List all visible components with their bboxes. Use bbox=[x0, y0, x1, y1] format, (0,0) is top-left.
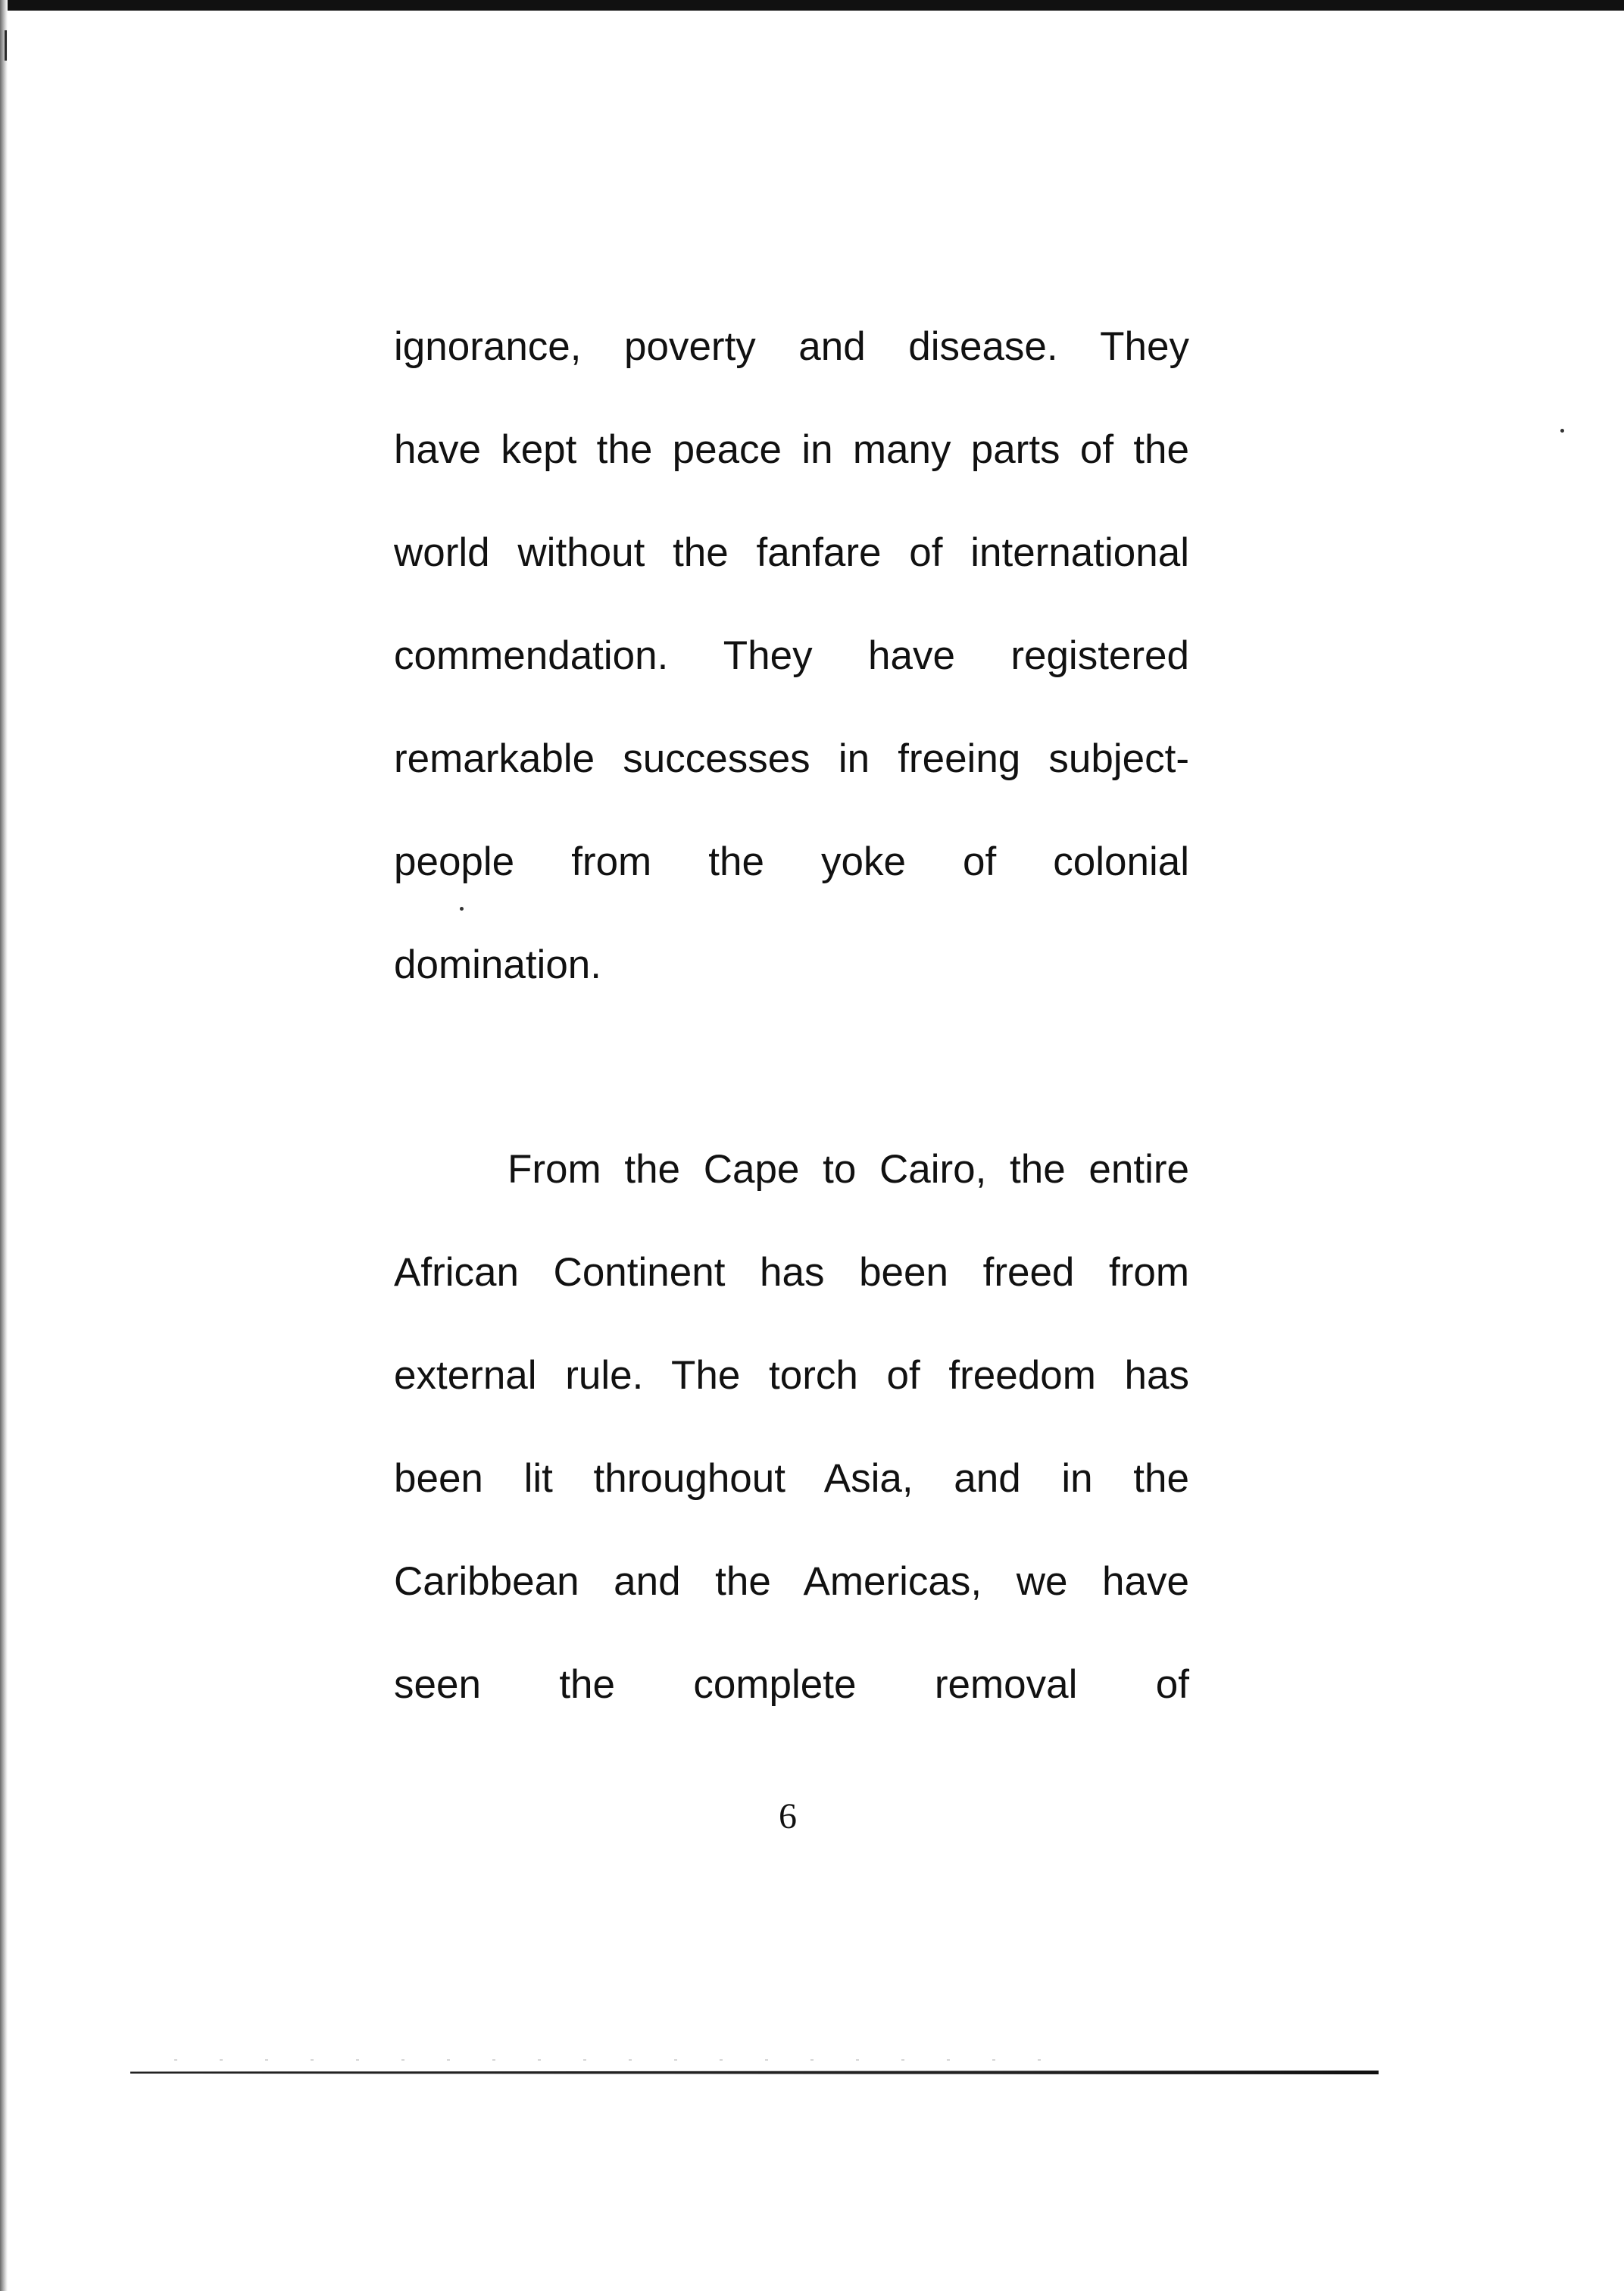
page-number: 6 bbox=[779, 1796, 797, 1836]
scan-left-edge bbox=[0, 0, 8, 2291]
text-line: African Continent has been freed from bbox=[394, 1250, 1189, 1295]
text-line: been lit throughout Asia, and in the bbox=[394, 1456, 1189, 1501]
text-line: domination. bbox=[394, 942, 602, 987]
text-line: remarkable successes in freeing subject- bbox=[394, 736, 1189, 781]
text-line: people from the yoke of colonial bbox=[394, 839, 1189, 884]
text-line: external rule. The torch of freedom has bbox=[394, 1353, 1189, 1398]
scan-top-edge bbox=[0, 0, 1624, 11]
scan-left-mark bbox=[5, 30, 7, 61]
scan-speck bbox=[1560, 429, 1564, 433]
footer-rule bbox=[130, 2071, 1379, 2074]
text-line: From the Cape to Cairo, the entire bbox=[508, 1147, 1189, 1192]
paragraph-2 bbox=[394, 1118, 1189, 1736]
text-line: commendation. They have registered bbox=[394, 633, 1189, 678]
text-line: ignorance, poverty and disease. They bbox=[394, 324, 1189, 369]
paragraph-1 bbox=[394, 295, 1189, 1017]
text-line: have kept the peace in many parts of the bbox=[394, 427, 1189, 472]
footer-scan-noise bbox=[174, 2059, 1083, 2061]
text-line: Caribbean and the Americas, we have bbox=[394, 1559, 1189, 1604]
text-line: world without the fanfare of international bbox=[394, 530, 1189, 575]
text-line: seen the complete removal of bbox=[394, 1662, 1189, 1707]
